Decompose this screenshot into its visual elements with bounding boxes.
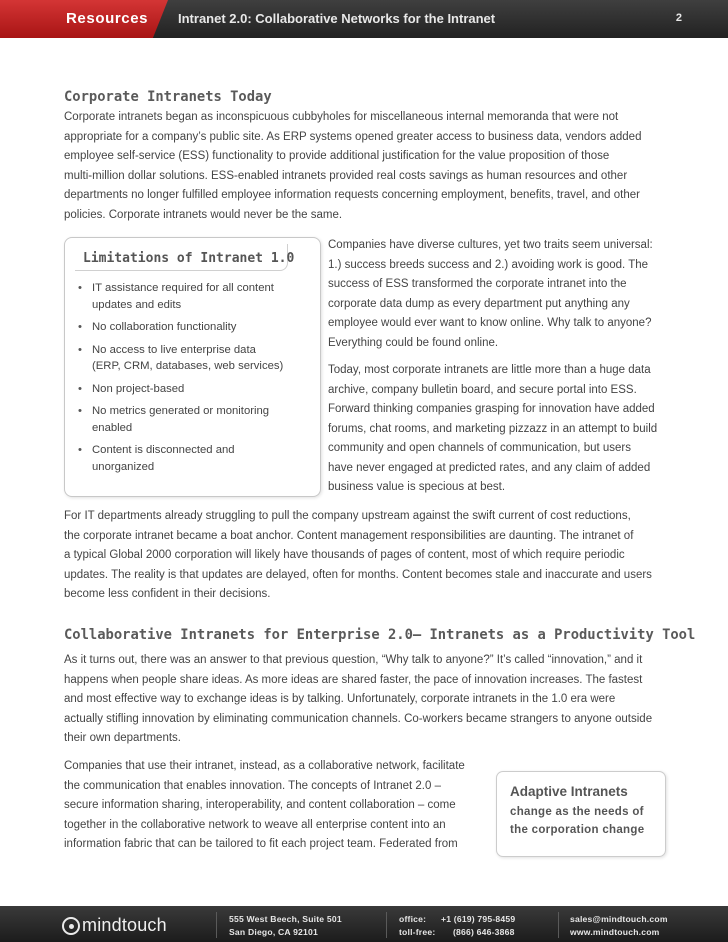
tollfree-phone[interactable]: (866) 646-3868 [453,927,515,937]
footer-divider [386,912,387,938]
list-item-text: Non project-based [92,382,185,395]
address-line: 555 West Beech, Suite 501 [229,914,342,924]
text-line: a typical Global 2000 corporation will likely have thousands of pages of content, most of which require periodic [64,549,625,561]
footer-divider [558,912,559,938]
text-line: employee self-service (ESS) functionality to provide additional justification for the value proposition of those [64,150,610,162]
text-line: actually stifling innovation by eliminating communication channels. Co-workers became strangers to anyone outside [64,712,653,725]
section-heading-collaborative-intranets: Collaborative Intranets for Enterprise 2.0— Intranets as a Productivity Tool [64,627,696,643]
list-item-text: (ERP, CRM, databases, web services) [92,360,284,372]
callout-title: Adaptive Intranets [510,784,628,799]
text-line: policies. Corporate intranets would never be the same. [64,208,343,221]
footer-divider [216,912,217,938]
list-item [73,280,313,313]
callout-subtitle: change as the needs of the corporation change [510,806,645,836]
footer-address [229,913,342,939]
list-item-text: updates and edits [92,298,182,311]
right-column-paragraph-2 [328,361,673,498]
page-footer [0,906,728,942]
text-line: For IT departments already struggling to pull the company upstream against the swift current of cost reductions, [64,510,631,522]
text-line: forums, chat rooms, and marketing pizzazz in an attempt to build [328,422,658,435]
list-item-text: No collaboration functionality [92,321,237,333]
text-line: together in the collaborative network to weave all enterprise content into an [64,818,446,831]
website-link[interactable]: www.mindtouch.com [570,927,660,937]
text-line: information fabric that can be tailored to fit each project team. Federated from [64,838,458,850]
header-document-title: Intranet 2.0: Collaborative Networks for the Intranet [178,11,496,26]
page-number: 2 [675,12,682,24]
text-line: have never engaged at predicted rates, and any claim of added [328,461,651,474]
text-line: business value is specious at best. [328,481,506,493]
office-label: office: [399,914,427,924]
adaptive-intranets-callout [496,771,666,857]
page-header [0,0,728,38]
section2-paragraph-2 [64,757,489,855]
list-item-text: No access to live enterprise data [92,343,256,356]
limitations-list [73,280,313,481]
text-line: 1.) success breeds success and 2.) avoiding work is good. The [328,258,649,271]
bullet-icon: • [78,321,82,333]
text-line: updates. The reality is that updates are delayed, often for months. Content becomes stale and inaccurate and users [64,568,652,581]
text-line: the corporate intranet became a boat anchor. Content management responsibilities are daunting. The intranet of [64,529,634,542]
bullet-icon: • [78,382,82,395]
list-item [73,342,313,375]
limitations-sidebar-box [64,237,321,497]
text-line: corporate data dump as every department put anything any [328,297,630,310]
section1-closing-paragraph [64,507,674,605]
text-line: happens when people share ideas. As more ideas are shared faster, the pace of innovation increases. The fastest [64,673,643,686]
bullet-icon: • [78,405,82,417]
list-item-text: enabled [92,421,133,434]
logo-text: mindtouch [82,915,167,935]
text-line: Companies have diverse cultures, yet two traits seem universal: [328,239,653,251]
text-line: Forward thinking companies grasping for innovation have added [328,403,655,415]
text-line: community and open channels of communication, but users [328,442,631,454]
footer-contact [570,913,668,939]
address-line: San Diego, CA 92101 [229,927,318,937]
header-section-label: Resources [66,10,149,27]
text-line: Companies that use their intranet, instead, as a collaborative network, facilitate [64,760,465,772]
text-line: appropriate for a company’s public site. As ERP systems opened greater access to business data, vendors added [64,130,642,143]
office-phone[interactable]: +1 (619) 795-8459 [441,914,516,924]
bullet-icon: • [78,343,82,356]
list-item-text: No metrics generated or monitoring [92,405,270,417]
text-line: Today, most corporate intranets are little more than a huge data [328,364,651,376]
tollfree-label: toll-free: [399,927,436,937]
text-line: secure information sharing, interoperability, and content collaboration – come [64,799,456,811]
list-item [73,403,313,436]
email-link[interactable]: sales@mindtouch.com [570,914,668,924]
list-item [73,319,313,336]
mindtouch-logo[interactable] [62,915,167,936]
text-line: As it turns out, there was an answer to that previous question, “Why talk to anyone?” It’s called “innovation,” and it [64,654,643,666]
right-column-paragraph-1 [328,236,673,353]
section1-intro-paragraph [64,108,674,225]
bullet-icon: • [78,444,82,456]
list-item [73,442,313,475]
text-line: the communication that enables innovation. The concepts of Intranet 2.0 – [64,779,441,792]
text-line: archive, company bulletin board, and secure portal into ESS. [328,383,637,396]
text-line: Corporate intranets began as inconspicuous cubbyholes for miscellaneous internal memoranda that were not [64,111,619,123]
text-line: and most effective way to exchange ideas is by talking. Unfortunately, corporate intranets in the 1.0 era were [64,693,616,705]
text-line: Everything could be found online. [328,336,499,349]
section2-paragraph-1 [64,651,674,749]
text-line: departments no longer fulfilled employee information requests concerning employment, benefits, travel, and other [64,189,640,201]
section-heading-corporate-intranets: Corporate Intranets Today [64,89,272,105]
list-item [73,381,313,398]
mindtouch-logo-icon [62,917,80,935]
text-line: employee would ever want to know online. Why talk to anyone? [328,317,652,329]
list-item-text: IT assistance required for all content [92,282,274,294]
sidebar-title: Limitations of Intranet 1.0 [83,251,295,266]
text-line: their own departments. [64,732,181,744]
bullet-icon: • [78,282,82,294]
footer-phone [399,913,515,939]
list-item-text: unorganized [92,460,155,473]
text-line: multi-million dollar solutions. ESS-enabled intranets provided real costs savings as human resources and other [64,169,628,182]
text-line: become less confident in their decisions. [64,588,271,600]
text-line: success of ESS transformed the corporate intranet into the [328,278,627,290]
list-item-text: Content is disconnected and [92,444,235,456]
